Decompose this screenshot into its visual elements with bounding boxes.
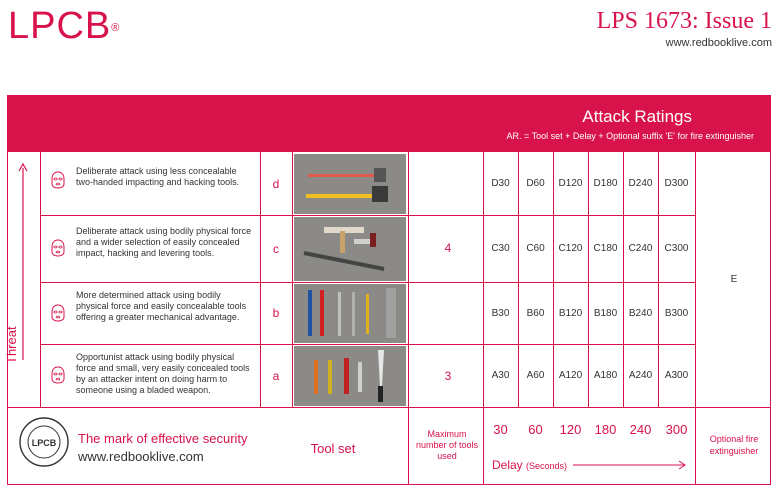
header-url: www.redbooklive.com bbox=[665, 37, 772, 49]
rating-D30: D30 bbox=[491, 178, 510, 189]
delay-arrow-icon bbox=[573, 460, 688, 470]
rating-C60: C60 bbox=[526, 243, 545, 254]
rating-A120: A120 bbox=[558, 370, 583, 381]
rating-A300: A300 bbox=[664, 370, 689, 381]
knife-icon bbox=[294, 346, 406, 406]
col-divider bbox=[292, 152, 293, 407]
rating-B120: B120 bbox=[558, 307, 583, 319]
balaclava-icon bbox=[50, 304, 66, 322]
tool-set-label: Tool set bbox=[310, 441, 356, 456]
rating-C30: C30 bbox=[491, 243, 510, 254]
rating-A30: A30 bbox=[491, 370, 510, 381]
mark-tagline: The mark of effective security bbox=[78, 431, 248, 446]
row-divider bbox=[40, 282, 483, 283]
threat-label: Threat bbox=[4, 326, 19, 364]
hammer-axe-icon bbox=[294, 154, 406, 214]
threat-description-c: Deliberate attack using bodily physical force and a wider selection of easily concealed impact, hacking and levering tools. bbox=[76, 226, 252, 258]
col-divider bbox=[40, 152, 41, 407]
balaclava-icon bbox=[50, 239, 66, 257]
max-tools-lower: 3 bbox=[444, 369, 452, 383]
tools-photo-b bbox=[294, 284, 406, 343]
rating-C300: C300 bbox=[664, 243, 689, 254]
attack-ratings-subtitle: AR. = Tool set + Delay + Optional suffix 'E' for fire extinguisher bbox=[506, 131, 754, 141]
mark-url: www.redbooklive.com bbox=[78, 449, 204, 464]
threat-description-a: Opportunist attack using bodily physical force and small, very easily concealed tools by an attacker intent on doing harm to someone using a bladed weapon. bbox=[76, 352, 250, 395]
rating-A60: A60 bbox=[526, 370, 545, 381]
delay-60: 60 bbox=[528, 422, 543, 437]
footer-divider bbox=[8, 407, 771, 408]
tools-photo-a bbox=[294, 346, 406, 406]
tool-category-b: b bbox=[272, 306, 280, 320]
rating-D120: D120 bbox=[558, 178, 583, 189]
lpcb-seal-text: LPCB bbox=[31, 438, 57, 448]
rating-B60: B60 bbox=[526, 307, 545, 319]
delay-label bbox=[492, 458, 567, 472]
threat-description-b: More determined attack using bodily physical force and easily concealable tools offering a greater mechanical advantage. bbox=[76, 290, 247, 322]
row-divider bbox=[40, 344, 483, 345]
suffix-e: E bbox=[730, 274, 738, 285]
rating-D180: D180 bbox=[593, 178, 618, 189]
document-title: LPS 1673: Issue 1 bbox=[596, 8, 772, 34]
tools-photo-d bbox=[294, 154, 406, 214]
crowbar-icon bbox=[294, 217, 406, 281]
rating-B240: B240 bbox=[628, 307, 653, 319]
delay-unit: (Seconds) bbox=[526, 461, 568, 471]
rating-C120: C120 bbox=[558, 243, 583, 254]
threat-description-d: Deliberate attack using less concealable two-handed impacting and hacking tools. bbox=[76, 166, 240, 187]
tools-photo-c bbox=[294, 217, 406, 281]
row-divider bbox=[40, 215, 483, 216]
delay-300: 300 bbox=[665, 422, 688, 437]
delay-word: Delay bbox=[492, 458, 523, 472]
bolt-cutter-icon bbox=[294, 284, 406, 343]
delay-120: 120 bbox=[559, 422, 582, 437]
rating-D300: D300 bbox=[664, 178, 689, 189]
tool-category-d: d bbox=[272, 177, 280, 191]
rating-A240: A240 bbox=[628, 370, 653, 381]
rating-A180: A180 bbox=[593, 370, 618, 381]
lpcb-seal-icon bbox=[18, 416, 70, 468]
threat-arrow-icon bbox=[18, 162, 28, 362]
delay-240: 240 bbox=[629, 422, 652, 437]
attack-ratings-title: Attack Ratings bbox=[582, 107, 692, 126]
rating-B180: B180 bbox=[593, 307, 618, 319]
rating-D240: D240 bbox=[628, 178, 653, 189]
col-divider bbox=[408, 152, 409, 485]
max-tools-upper: 4 bbox=[444, 241, 452, 255]
rating-D60: D60 bbox=[526, 178, 545, 189]
rating-B300: B300 bbox=[664, 307, 689, 319]
attack-ratings-table bbox=[4, 95, 771, 485]
tool-category-a: a bbox=[272, 369, 280, 383]
max-tools-label: Maximum number of tools used bbox=[415, 429, 479, 461]
rating-C240: C240 bbox=[628, 243, 653, 254]
tool-category-c: c bbox=[273, 242, 279, 256]
attack-ratings-header bbox=[8, 96, 770, 152]
balaclava-icon bbox=[50, 366, 66, 384]
balaclava-icon bbox=[50, 171, 66, 189]
delay-180: 180 bbox=[594, 422, 617, 437]
lpcb-logo: LPCB® bbox=[8, 5, 121, 47]
rating-C180: C180 bbox=[593, 243, 618, 254]
rating-B30: B30 bbox=[491, 307, 510, 319]
optional-fire-label: Optional fire extinguisher bbox=[709, 434, 759, 456]
delay-30: 30 bbox=[493, 422, 508, 437]
